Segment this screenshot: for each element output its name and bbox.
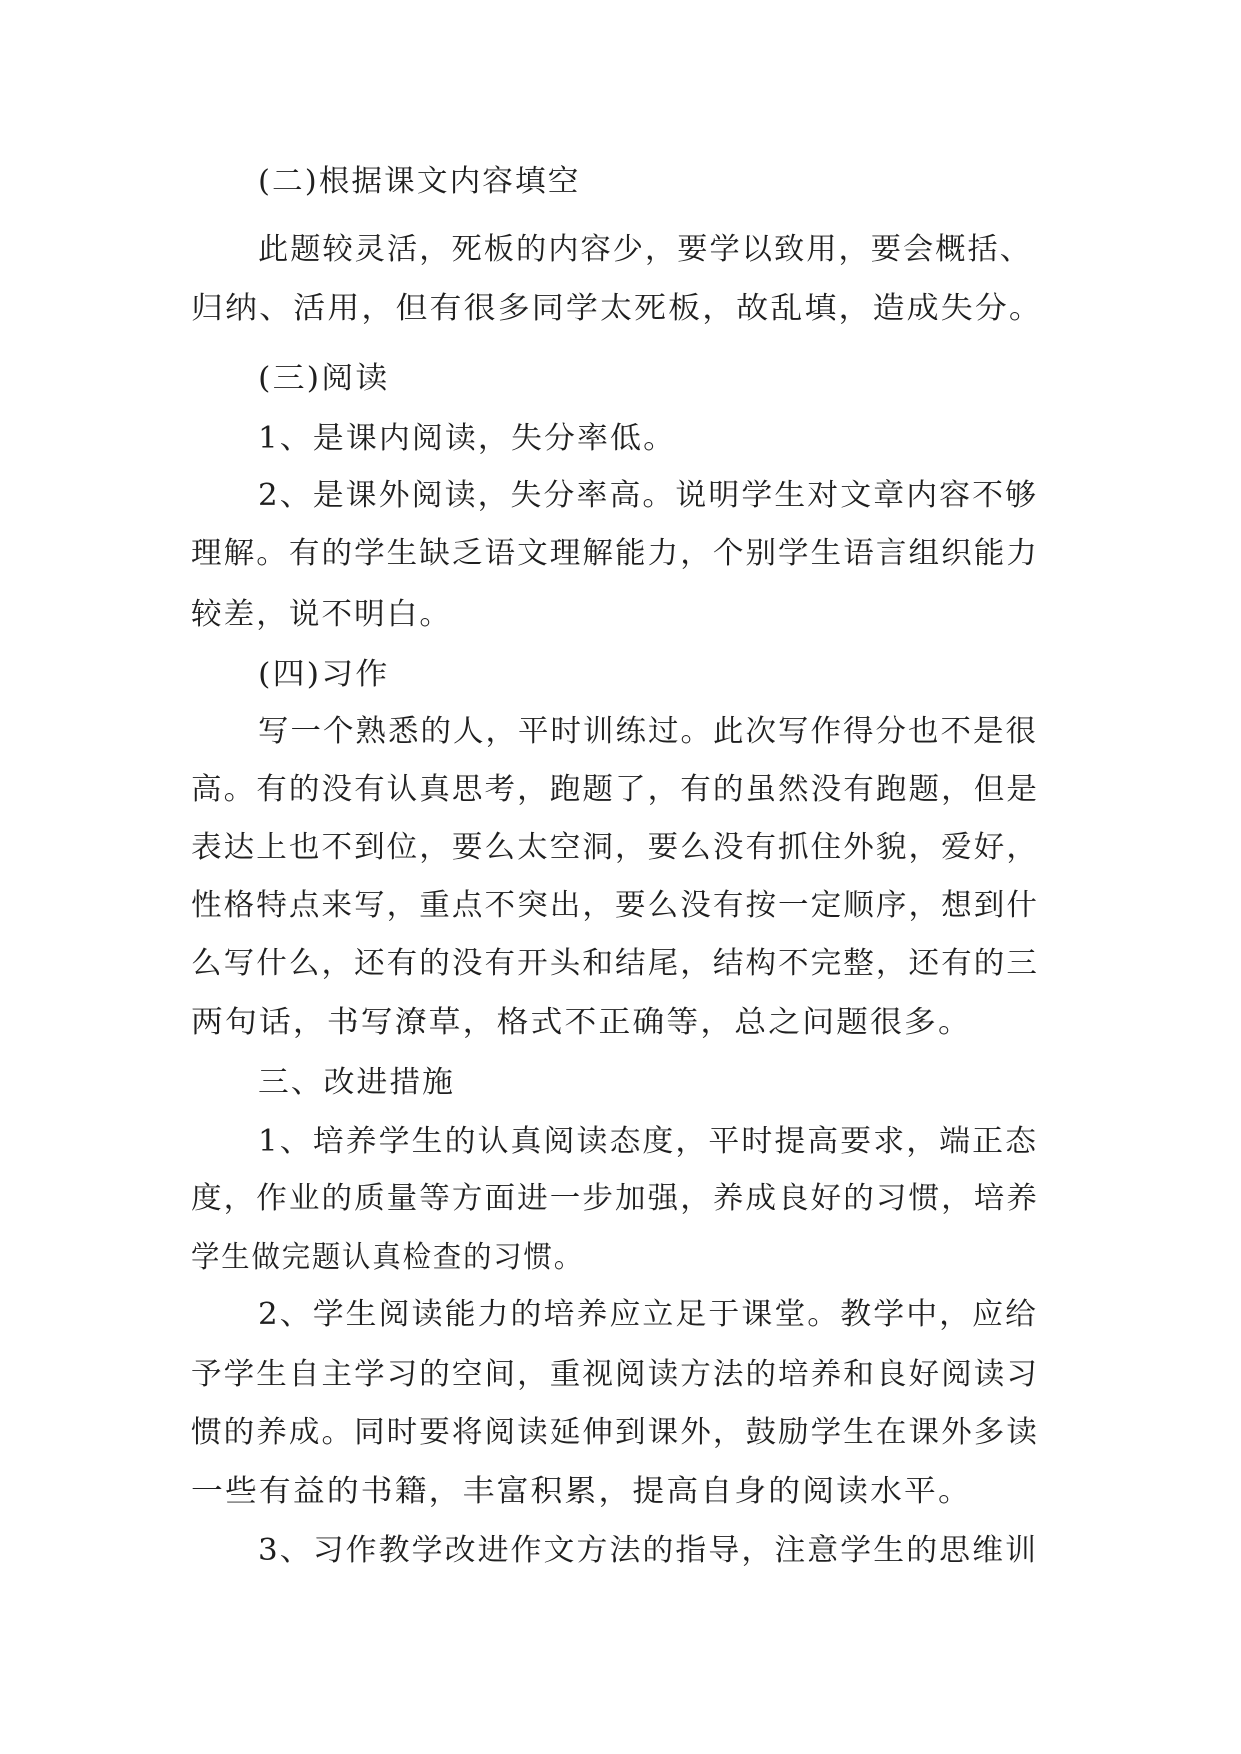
paragraph-line: 归纳、活用，但有很多同学太死板，故乱填，造成失分。 — [191, 291, 1043, 326]
paragraph-line: 1、是课内阅读，失分率低。 — [258, 421, 677, 456]
paragraph-line: 3、习作教学改进作文方法的指导，注意学生的思维训 — [258, 1533, 1039, 1568]
paragraph-line: 惯的养成。同时要将阅读延伸到课外，鼓励学生在课外多读 — [191, 1415, 1039, 1450]
paragraph-line: 写一个熟悉的人，平时训练过。此次写作得分也不是很 — [258, 714, 1038, 749]
paragraph-line: 性格特点来写，重点不突出，要么没有按一定顺序，想到什 — [191, 888, 1039, 923]
paragraph-line: 2、是课外阅读，失分率高。说明学生对文章内容不够 — [258, 478, 1039, 513]
paragraph-line: 予学生自主学习的空间，重视阅读方法的培养和良好阅读习 — [191, 1357, 1039, 1392]
paragraph-line: 度，作业的质量等方面进一步加强，养成良好的习惯，培养 — [191, 1181, 1039, 1216]
section-heading-fill-blanks: (二)根据课文内容填空 — [258, 164, 581, 199]
paragraph-line: 表达上也不到位，要么太空洞，要么没有抓住外貌，爱好， — [191, 830, 1039, 865]
paragraph-line: 高。有的没有认真思考，跑题了，有的虽然没有跑题，但是 — [191, 772, 1039, 807]
paragraph-line: 两句话，书写潦草，格式不正确等，总之问题很多。 — [191, 1005, 972, 1040]
paragraph-line: 一些有益的书籍，丰富积累，提高自身的阅读水平。 — [191, 1474, 972, 1509]
paragraph-line: 么写什么，还有的没有开头和结尾，结构不完整，还有的三 — [191, 946, 1039, 981]
paragraph-line: 此题较灵活，死板的内容少，要学以致用，要会概括、 — [258, 232, 1032, 267]
section-heading-improvements: 三、改进措施 — [258, 1065, 455, 1100]
paragraph-line: 2、学生阅读能力的培养应立足于课堂。教学中，应给 — [258, 1297, 1039, 1332]
section-heading-reading: (三)阅读 — [258, 361, 390, 396]
paragraph-line: 较差，说不明白。 — [191, 597, 452, 632]
section-heading-writing: (四)习作 — [258, 657, 390, 692]
paragraph-line: 学生做完题认真检查的习惯。 — [191, 1240, 584, 1275]
paragraph-line: 1、培养学生的认真阅读态度，平时提高要求，端正态 — [258, 1124, 1039, 1159]
paragraph-line: 理解。有的学生缺乏语文理解能力，个别学生语言组织能力 — [191, 536, 1039, 571]
